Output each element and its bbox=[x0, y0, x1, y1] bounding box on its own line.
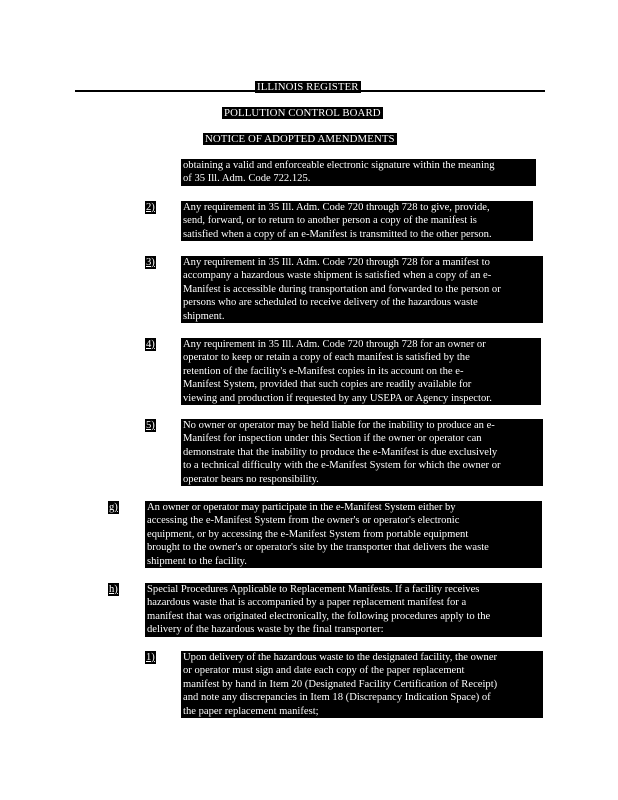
item-paragraph bbox=[181, 201, 533, 241]
text-line: Any requirement in 35 Ill. Adm. Code 720 through 728 to give, provide, bbox=[183, 202, 490, 213]
item-paragraph bbox=[181, 256, 543, 323]
text-line: brought to the owner's or operator's site by the transporter that delivers the waste bbox=[147, 542, 489, 554]
text-line: accessing the e-Manifest System from the owner's or operator's electronic bbox=[147, 515, 460, 527]
text-line: Any requirement in 35 Ill. Adm. Code 720 through 728 for an owner or bbox=[183, 339, 486, 350]
text-line: operator to keep or retain a copy of each manifest is satisfied by the bbox=[183, 352, 470, 364]
section-paragraph bbox=[145, 583, 542, 637]
text-line: equipment, or by accessing the e-Manifest System from portable equipment bbox=[147, 528, 469, 540]
text-line: satisfied when a copy of an e-Manifest is transmitted to the other person. bbox=[183, 228, 492, 240]
text-line: Special Procedures Applicable to Replacement Manifests. If a facility receives bbox=[147, 584, 480, 595]
text-line: to a technical difficulty with the e-Manifest System for which the owner or bbox=[183, 460, 501, 472]
item-paragraph bbox=[181, 338, 541, 405]
text-line: the paper replacement manifest; bbox=[183, 705, 319, 717]
continuation-paragraph bbox=[181, 159, 536, 186]
board-title: POLLUTION CONTROL BOARD bbox=[224, 107, 381, 119]
text-line: No owner or operator may be held liable for the inability to produce an e- bbox=[183, 420, 495, 431]
text-line: manifest that was originated electronically, the following procedures apply to the bbox=[147, 610, 491, 622]
section-marker: h) bbox=[109, 584, 118, 595]
text-line: viewing and production if requested by any USEPA or Agency inspector. bbox=[183, 392, 492, 404]
text-line: Manifest is accessible during transportation and forwarded to the person or bbox=[183, 283, 501, 295]
text-line: shipment to the facility. bbox=[147, 555, 247, 567]
text-line: shipment. bbox=[183, 310, 225, 322]
text-line: persons who are scheduled to receive delivery of the hazardous waste bbox=[183, 297, 478, 309]
text-line: hazardous waste that is accompanied by a paper replacement manifest for a bbox=[147, 597, 467, 609]
text-line: obtaining a valid and enforceable electronic signature within the meaning bbox=[183, 160, 495, 171]
item-paragraph bbox=[181, 419, 543, 486]
text-line: Manifest for inspection under this Section if the owner or operator can bbox=[183, 433, 482, 445]
item-paragraph bbox=[181, 651, 543, 718]
text-line: demonstrate that the inability to produce the e-Manifest is due exclusively bbox=[183, 446, 498, 458]
text-line: manifest by hand in Item 20 (Designated Facility Certification of Receipt) bbox=[183, 678, 498, 690]
item-marker: 2) bbox=[146, 202, 155, 213]
section-paragraph bbox=[145, 501, 542, 568]
text-line: Manifest System, provided that such copies are readily available for bbox=[183, 379, 472, 391]
register-title: ILLINOIS REGISTER bbox=[257, 81, 359, 93]
text-line: delivery of the hazardous waste by the final transporter: bbox=[147, 624, 384, 636]
item-marker: 3) bbox=[146, 257, 155, 268]
item-marker: 5) bbox=[146, 420, 155, 431]
text-line: send, forward, or to return to another person a copy of the manifest is bbox=[183, 215, 477, 227]
text-line: Upon delivery of the hazardous waste to the designated facility, the owner bbox=[183, 652, 498, 663]
notice-title: NOTICE OF ADOPTED AMENDMENTS bbox=[205, 133, 395, 145]
text-line: or operator must sign and date each copy of the paper replacement bbox=[183, 665, 465, 677]
item-marker: 4) bbox=[146, 339, 155, 350]
text-line: retention of the facility's e-Manifest copies in its account on the e- bbox=[183, 365, 464, 377]
item-marker: 1) bbox=[146, 652, 155, 663]
section-marker: g) bbox=[109, 502, 118, 513]
text-line: Any requirement in 35 Ill. Adm. Code 720 through 728 for a manifest to bbox=[183, 257, 490, 268]
text-line: and note any discrepancies in Item 18 (Discrepancy Indication Space) of bbox=[183, 692, 491, 704]
text-line: accompany a hazardous waste shipment is satisfied when a copy of an e- bbox=[183, 270, 492, 282]
text-line: of 35 Ill. Adm. Code 722.125. bbox=[183, 173, 311, 185]
text-line: An owner or operator may participate in the e-Manifest System either by bbox=[147, 502, 456, 513]
text-line: operator bears no responsibility. bbox=[183, 473, 319, 485]
